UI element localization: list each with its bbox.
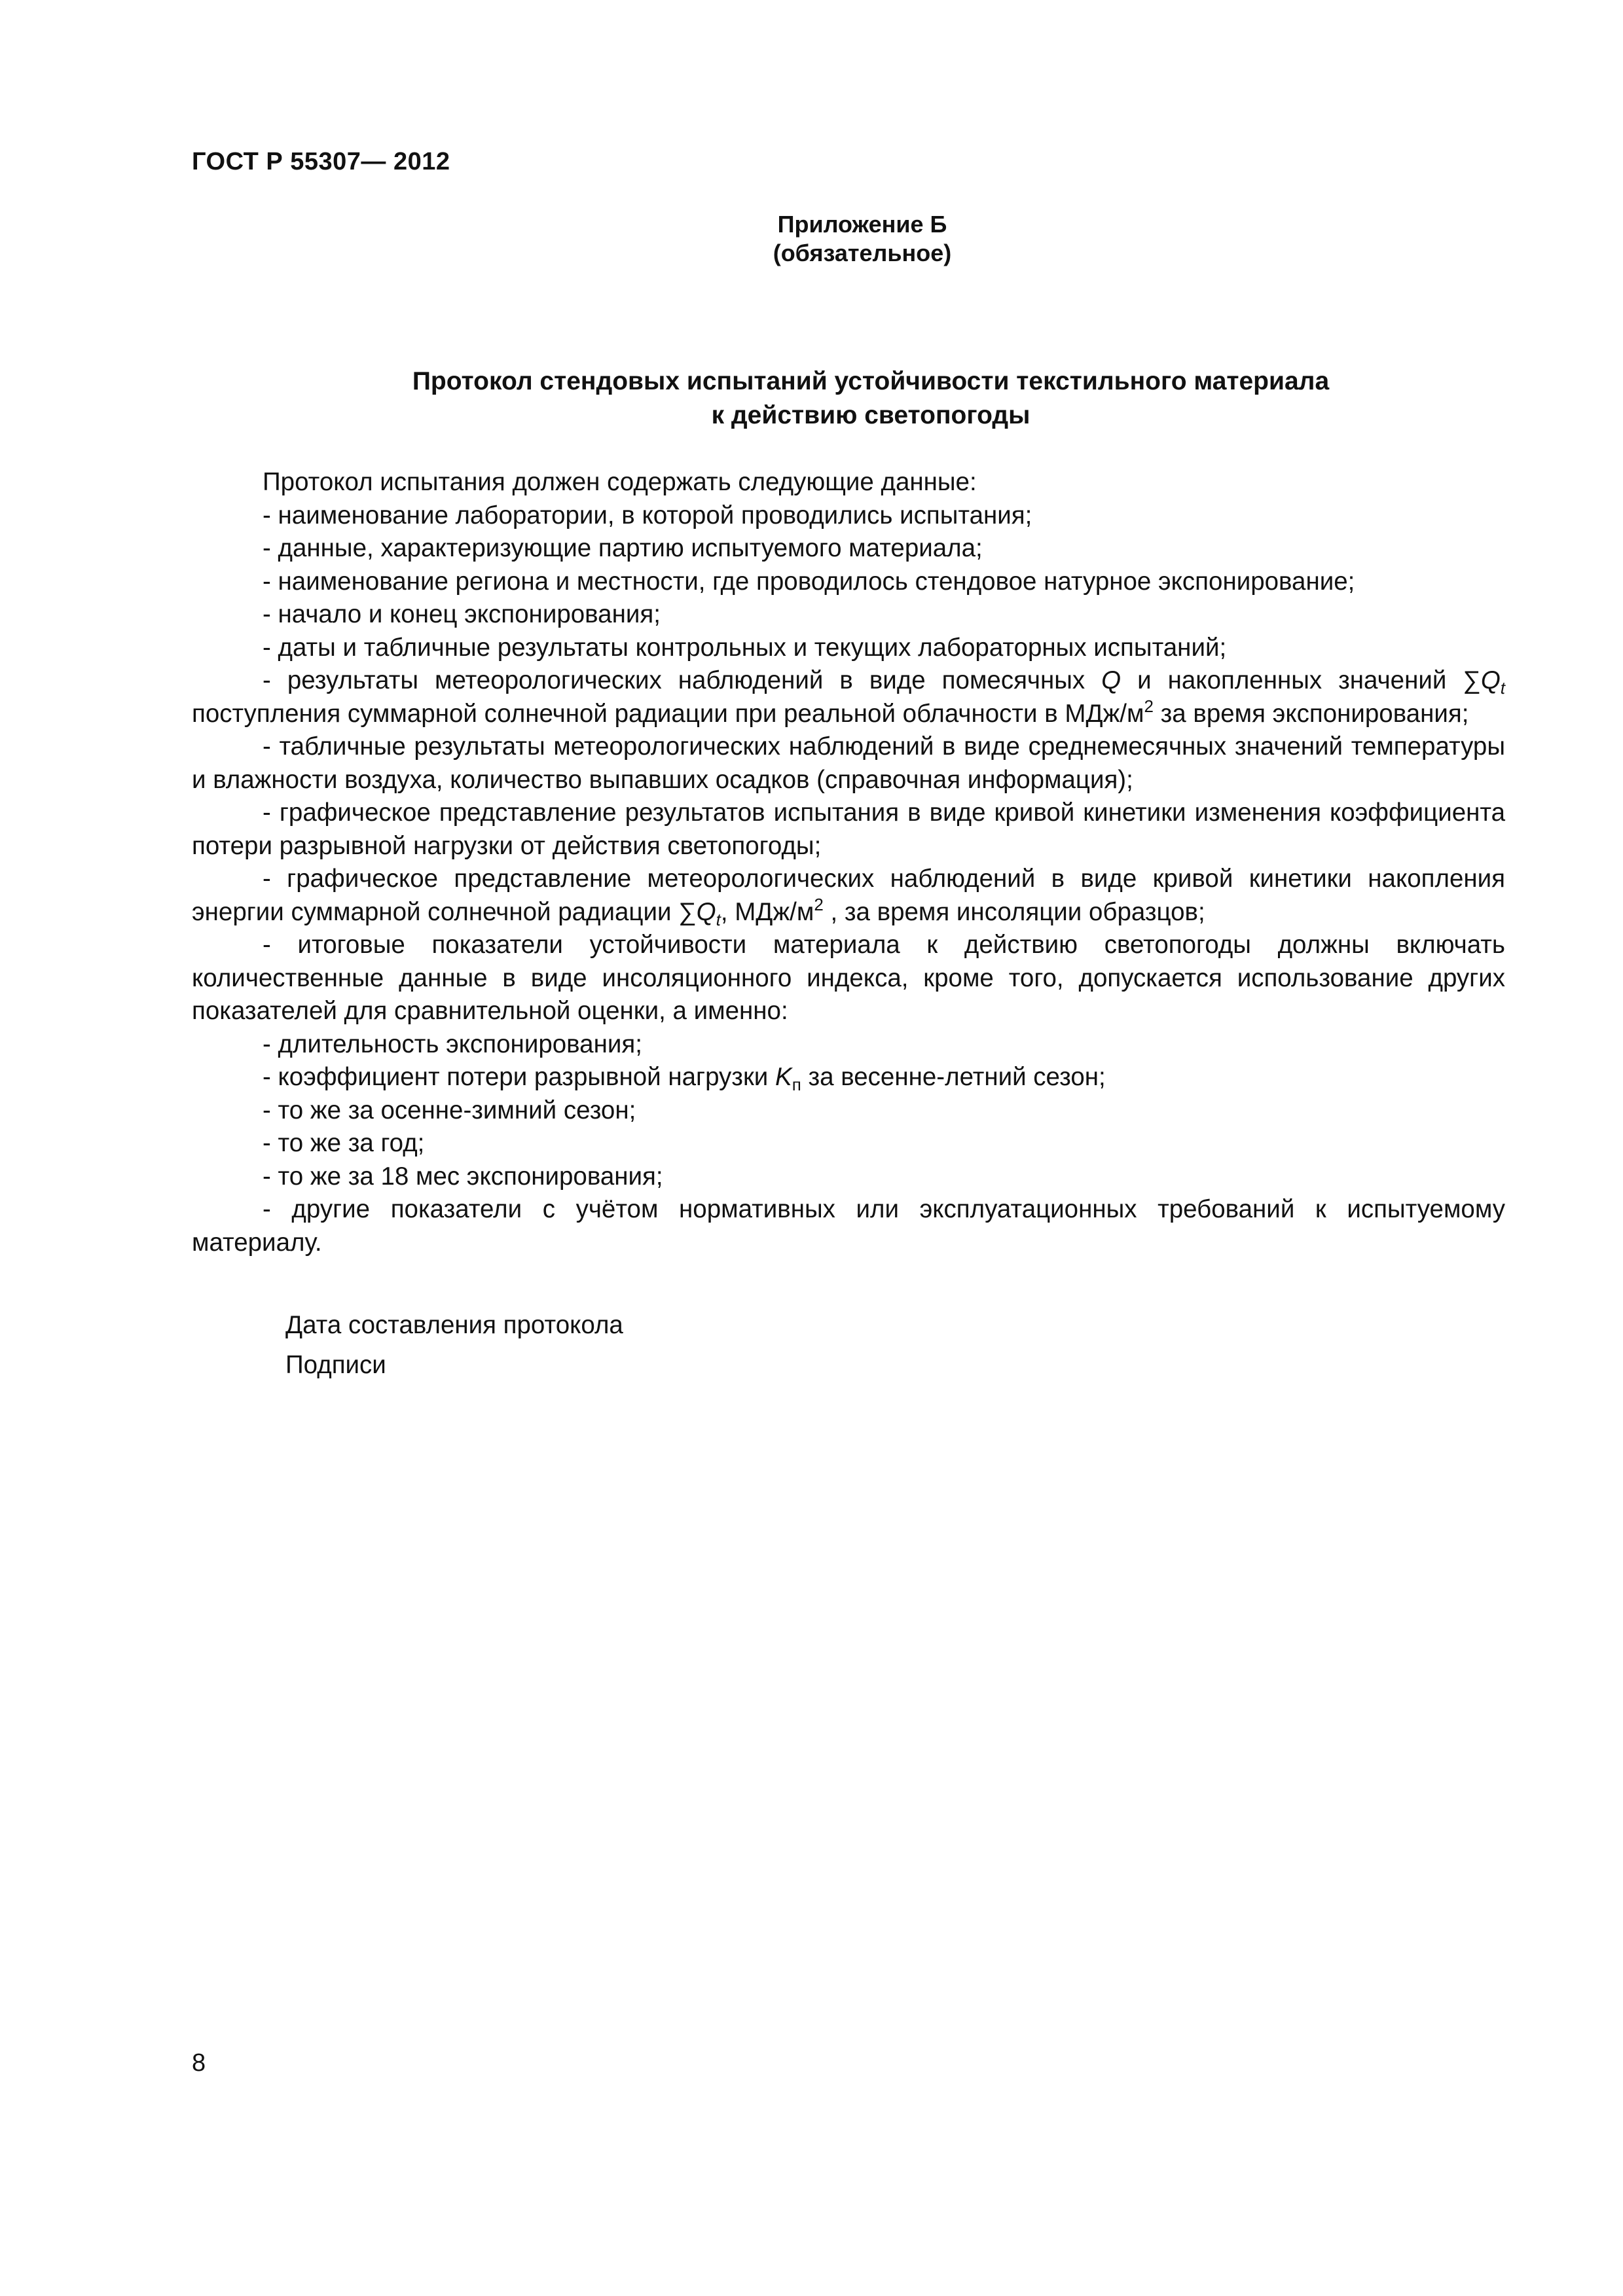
list-item: - длительность экспонирования; [263, 1030, 642, 1058]
graph-energy-item: - графическое представление метеорологических наблюдений в виде кривой кинетики накопления энергии суммарной солнечной радиации $\sum Q_t$, МДж/$м^2$ , за время инсоляции образцов; [192, 865, 1505, 929]
appendix-title: Приложение Б [777, 211, 947, 238]
appendix-status: (обязательное) [773, 240, 952, 266]
list-item: - табличные результаты метеорологических наблюдений в виде среднемесячных значений температуры и влажности воздуха, количество выпавших осадков (справочная информация); [192, 732, 1505, 794]
list-item: - итоговые показатели устойчивости материала к действию светопогоды должны включать количественные данные в виде инсоляционного индекса, кроме того, допускается использование других показателей для сравнительной оценки, а именно: [192, 931, 1505, 1025]
list-item: - наименование лаборатории, в которой проводились испытания; [263, 501, 1032, 529]
list-item: - то же за осенне-зимний сезон; [263, 1096, 636, 1124]
list-item: - наименование региона и местности, где проводилось стендовое натурное экспонирование; [263, 567, 1355, 596]
page-number: 8 [192, 2049, 206, 2077]
document-title-line2: к действию светопогоды [711, 401, 1030, 429]
intro-paragraph: Протокол испытания должен содержать следующие данные: [263, 468, 977, 496]
meteo-results-item: - результаты метеорологических наблюдений в виде помесячных Q и накопленных значений $\sum Q_t$ поступления суммарной солнечной радиации при реальной облачности в МДж/$м^2$ за время экспонирования; [192, 666, 1506, 728]
date-label: Дата составления протокола [285, 1311, 623, 1339]
document-title-line1: Протокол стендовых испытаний устойчивости текстильного материала [412, 367, 1330, 395]
protocol-body [192, 466, 1505, 1259]
document-code: ГОСТ Р 55307— 2012 [192, 148, 450, 175]
list-item: - другие показатели с учётом нормативных или эксплуатационных требований к испытуемому материалу. [192, 1195, 1505, 1257]
list-item: - даты и табличные результаты контрольных и текущих лабораторных испытаний; [263, 633, 1227, 662]
list-item: - начало и конец экспонирования; [263, 600, 661, 628]
list-item: - графическое представление результатов испытания в виде кривой кинетики изменения коэффициента потери разрывной нагрузки от действия светопогоды; [192, 798, 1505, 860]
signatures-label: Подписи [285, 1351, 386, 1379]
list-item: - то же за год; [263, 1129, 425, 1157]
coefficient-item: - коэффициент потери разрывной нагрузки $K_п$ за весенне-летний сезон; [263, 1063, 1106, 1094]
list-item: - данные, характеризующие партию испытуемого материала; [263, 534, 983, 562]
list-item: - то же за 18 мес экспонирования; [263, 1162, 663, 1191]
